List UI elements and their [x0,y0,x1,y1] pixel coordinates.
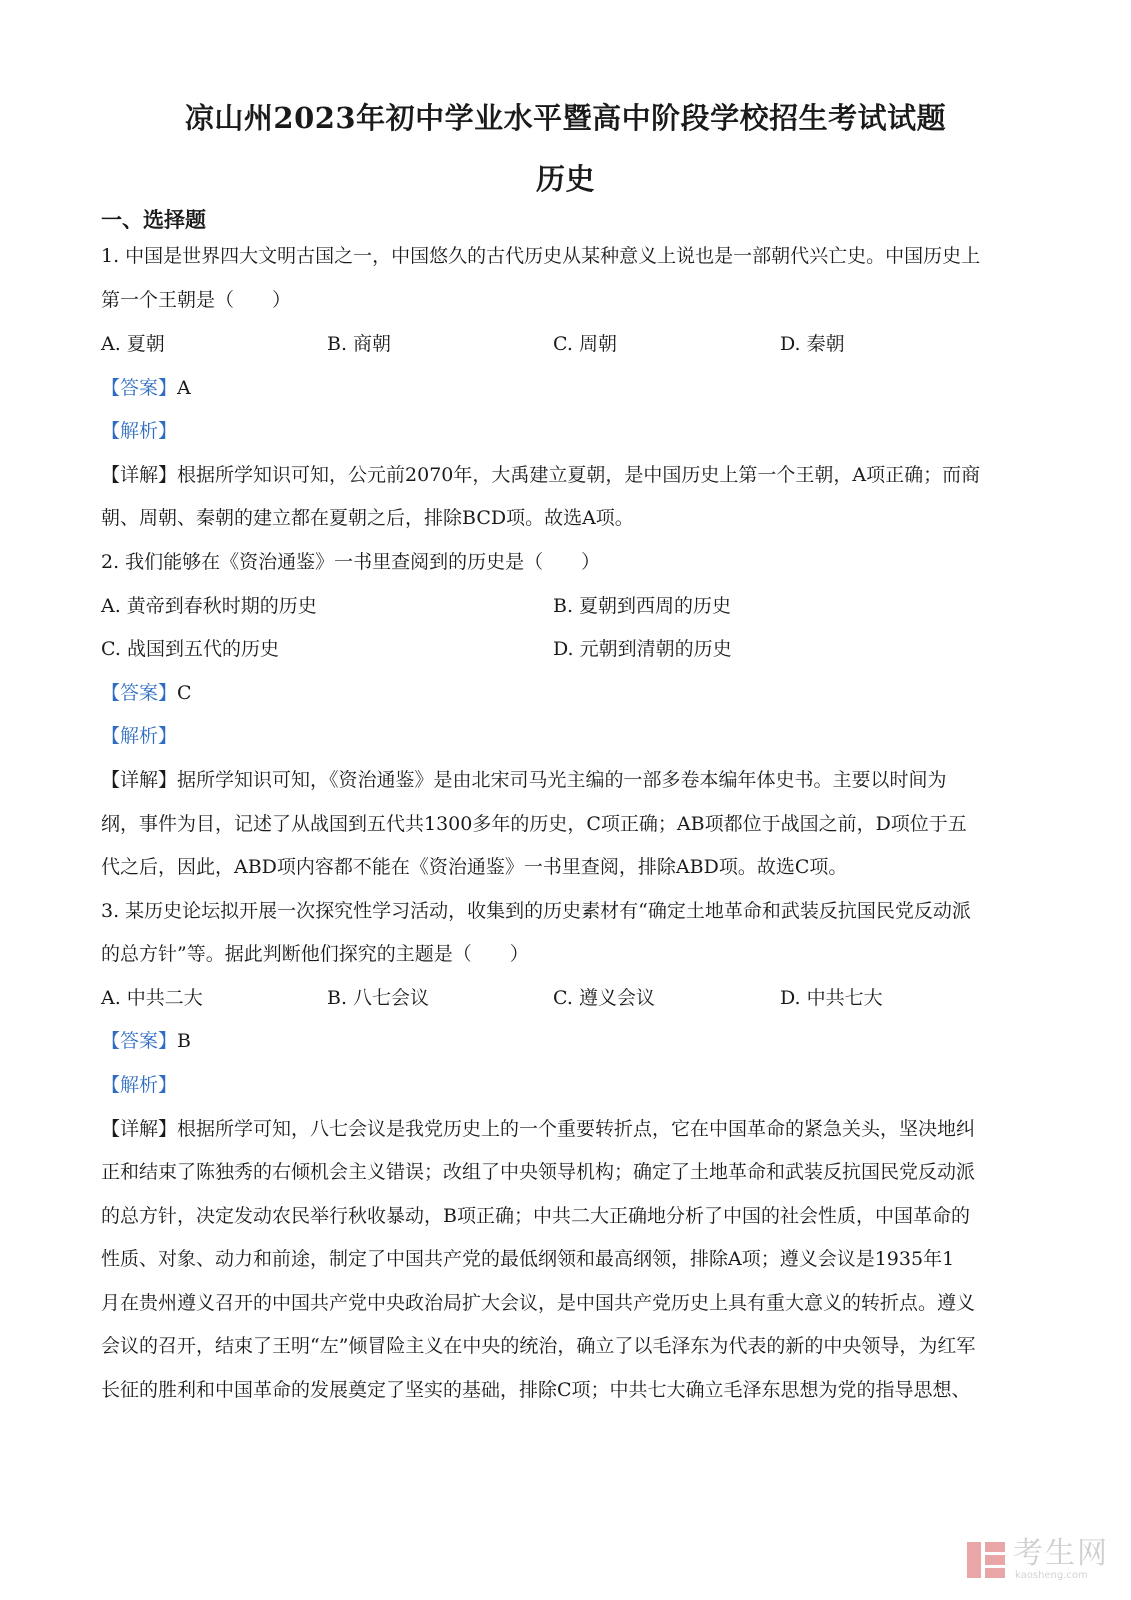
detail-text: 根据所学可知，八七会议是我党历史上的一个重要转折点，它在中国革命的紧急关头，坚决地纠 [177,1118,976,1140]
question-1-stem-line-1: 1. 中国是世界四大文明古国之一，中国悠久的古代历史从某种意义上说也是一部朝代兴亡史。中国历史上 [101,245,981,267]
detail-label: 【详解】 [101,769,178,791]
detail-text: 据所学知识可知，《资治通鉴》是由北宋司马光主编的一部多卷本编年体史书。主要以时间为 [177,769,947,791]
answer-label: 【答案】 [101,377,178,399]
question-3-stem-line-1: 3. 某历史论坛拟开展一次探究性学习活动，收集到的历史素材有“确定土地革命和武装反抗国民党反动派 [101,900,971,922]
question-2-option-d: D. 元朝到清朝的历史 [553,638,732,660]
answer-value: A [177,377,191,399]
question-1-option-d: D. 秦朝 [780,333,845,355]
question-3-option-c: C. 遵义会议 [553,987,655,1009]
question-3-analysis-label: 【解析】 [101,1074,178,1096]
question-2-option-a: A. 黄帝到春秋时期的历史 [101,595,317,617]
question-3-detail-line-1 [101,1116,1031,1142]
question-2-detail-line-3: 代之后，因此，ABD项内容都不能在《资治通鉴》一书里查阅，排除ABD项。故选C项。 [101,856,848,878]
question-2-detail-line-1 [101,767,1031,793]
question-3-detail-line-2: 正和结束了陈独秀的右倾机会主义错误；改组了中央领导机构；确定了土地革命和武装反抗国民党反动派 [101,1161,976,1183]
answer-label: 【答案】 [101,682,178,704]
question-3-stem-line-2: 的总方针”等。据此判断他们探究的主题是（ ） [101,943,529,965]
question-2-stem-line-1: 2. 我们能够在《资治通鉴》一书里查阅到的历史是（ ） [101,551,601,573]
question-2-analysis-label: 【解析】 [101,725,178,747]
question-1-stem-line-2: 第一个王朝是（ ） [101,289,292,311]
question-3-option-b: B. 八七会议 [327,987,430,1009]
question-3-detail-line-3: 的总方针，决定发动农民举行秋收暴动，B项正确；中共二大正确地分析了中国的社会性质，中国革命的 [101,1205,970,1227]
question-1-option-c: C. 周朝 [553,333,617,355]
question-1-analysis-label: 【解析】 [101,420,178,442]
question-1-detail-line-2: 朝、周朝、秦朝的建立都在夏朝之后，排除BCD项。故选A项。 [101,507,634,529]
detail-label: 【详解】 [101,464,178,486]
answer-label: 【答案】 [101,1030,178,1052]
answer-value: B [177,1030,191,1052]
kaosheng-logo-icon [967,1540,1007,1580]
question-1-answer [101,375,1031,401]
question-3-detail-line-7: 长征的胜利和中国革命的发展奠定了坚实的基础，排除C项；中共七大确立毛泽东思想为党的指导思想、 [101,1379,971,1401]
question-3-answer [101,1028,1031,1054]
answer-value: C [177,682,192,704]
question-2-detail-line-2: 纲，事件为目，记述了从战国到五代共1300多年的历史，C项正确；AB项都位于战国之前，D项位于五 [101,813,967,835]
watermark [967,1538,1109,1582]
watermark-text: 考生网 [1013,1536,1109,1571]
section-heading: 一、选择题 [101,207,206,232]
exam-subject: 历史 [535,162,595,196]
question-2-option-b: B. 夏朝到西周的历史 [553,595,732,617]
exam-title: 凉山州2023年初中学业水平暨高中阶段学校招生考试试题 [184,101,947,135]
question-3-detail-line-4: 性质、对象、动力和前途，制定了中国共产党的最低纲领和最高纲领，排除A项；遵义会议是1935年1 [101,1248,955,1270]
question-2-option-c: C. 战国到五代的历史 [101,638,279,660]
question-3-option-a: A. 中共二大 [101,987,203,1009]
detail-text: 根据所学知识可知，公元前2070年，大禹建立夏朝，是中国历史上第一个王朝，A项正确；而商 [177,464,981,486]
detail-label: 【详解】 [101,1118,178,1140]
question-3-option-d: D. 中共七大 [780,987,883,1009]
question-3-detail-line-5: 月在贵州遵义召开的中国共产党中央政治局扩大会议，是中国共产党历史上具有重大意义的转折点。遵义 [101,1292,976,1314]
question-1-option-a: A. 夏朝 [101,333,165,355]
question-3-detail-line-6: 会议的召开，结束了王明“左”倾冒险主义在中央的统治，确立了以毛泽东为代表的新的中央领导，为红军 [101,1335,976,1357]
watermark-site: kaosheng.com [1015,1570,1088,1581]
question-1-option-b: B. 商朝 [327,333,392,355]
question-2-answer [101,680,1031,706]
question-1-detail-line-1 [101,462,1031,488]
